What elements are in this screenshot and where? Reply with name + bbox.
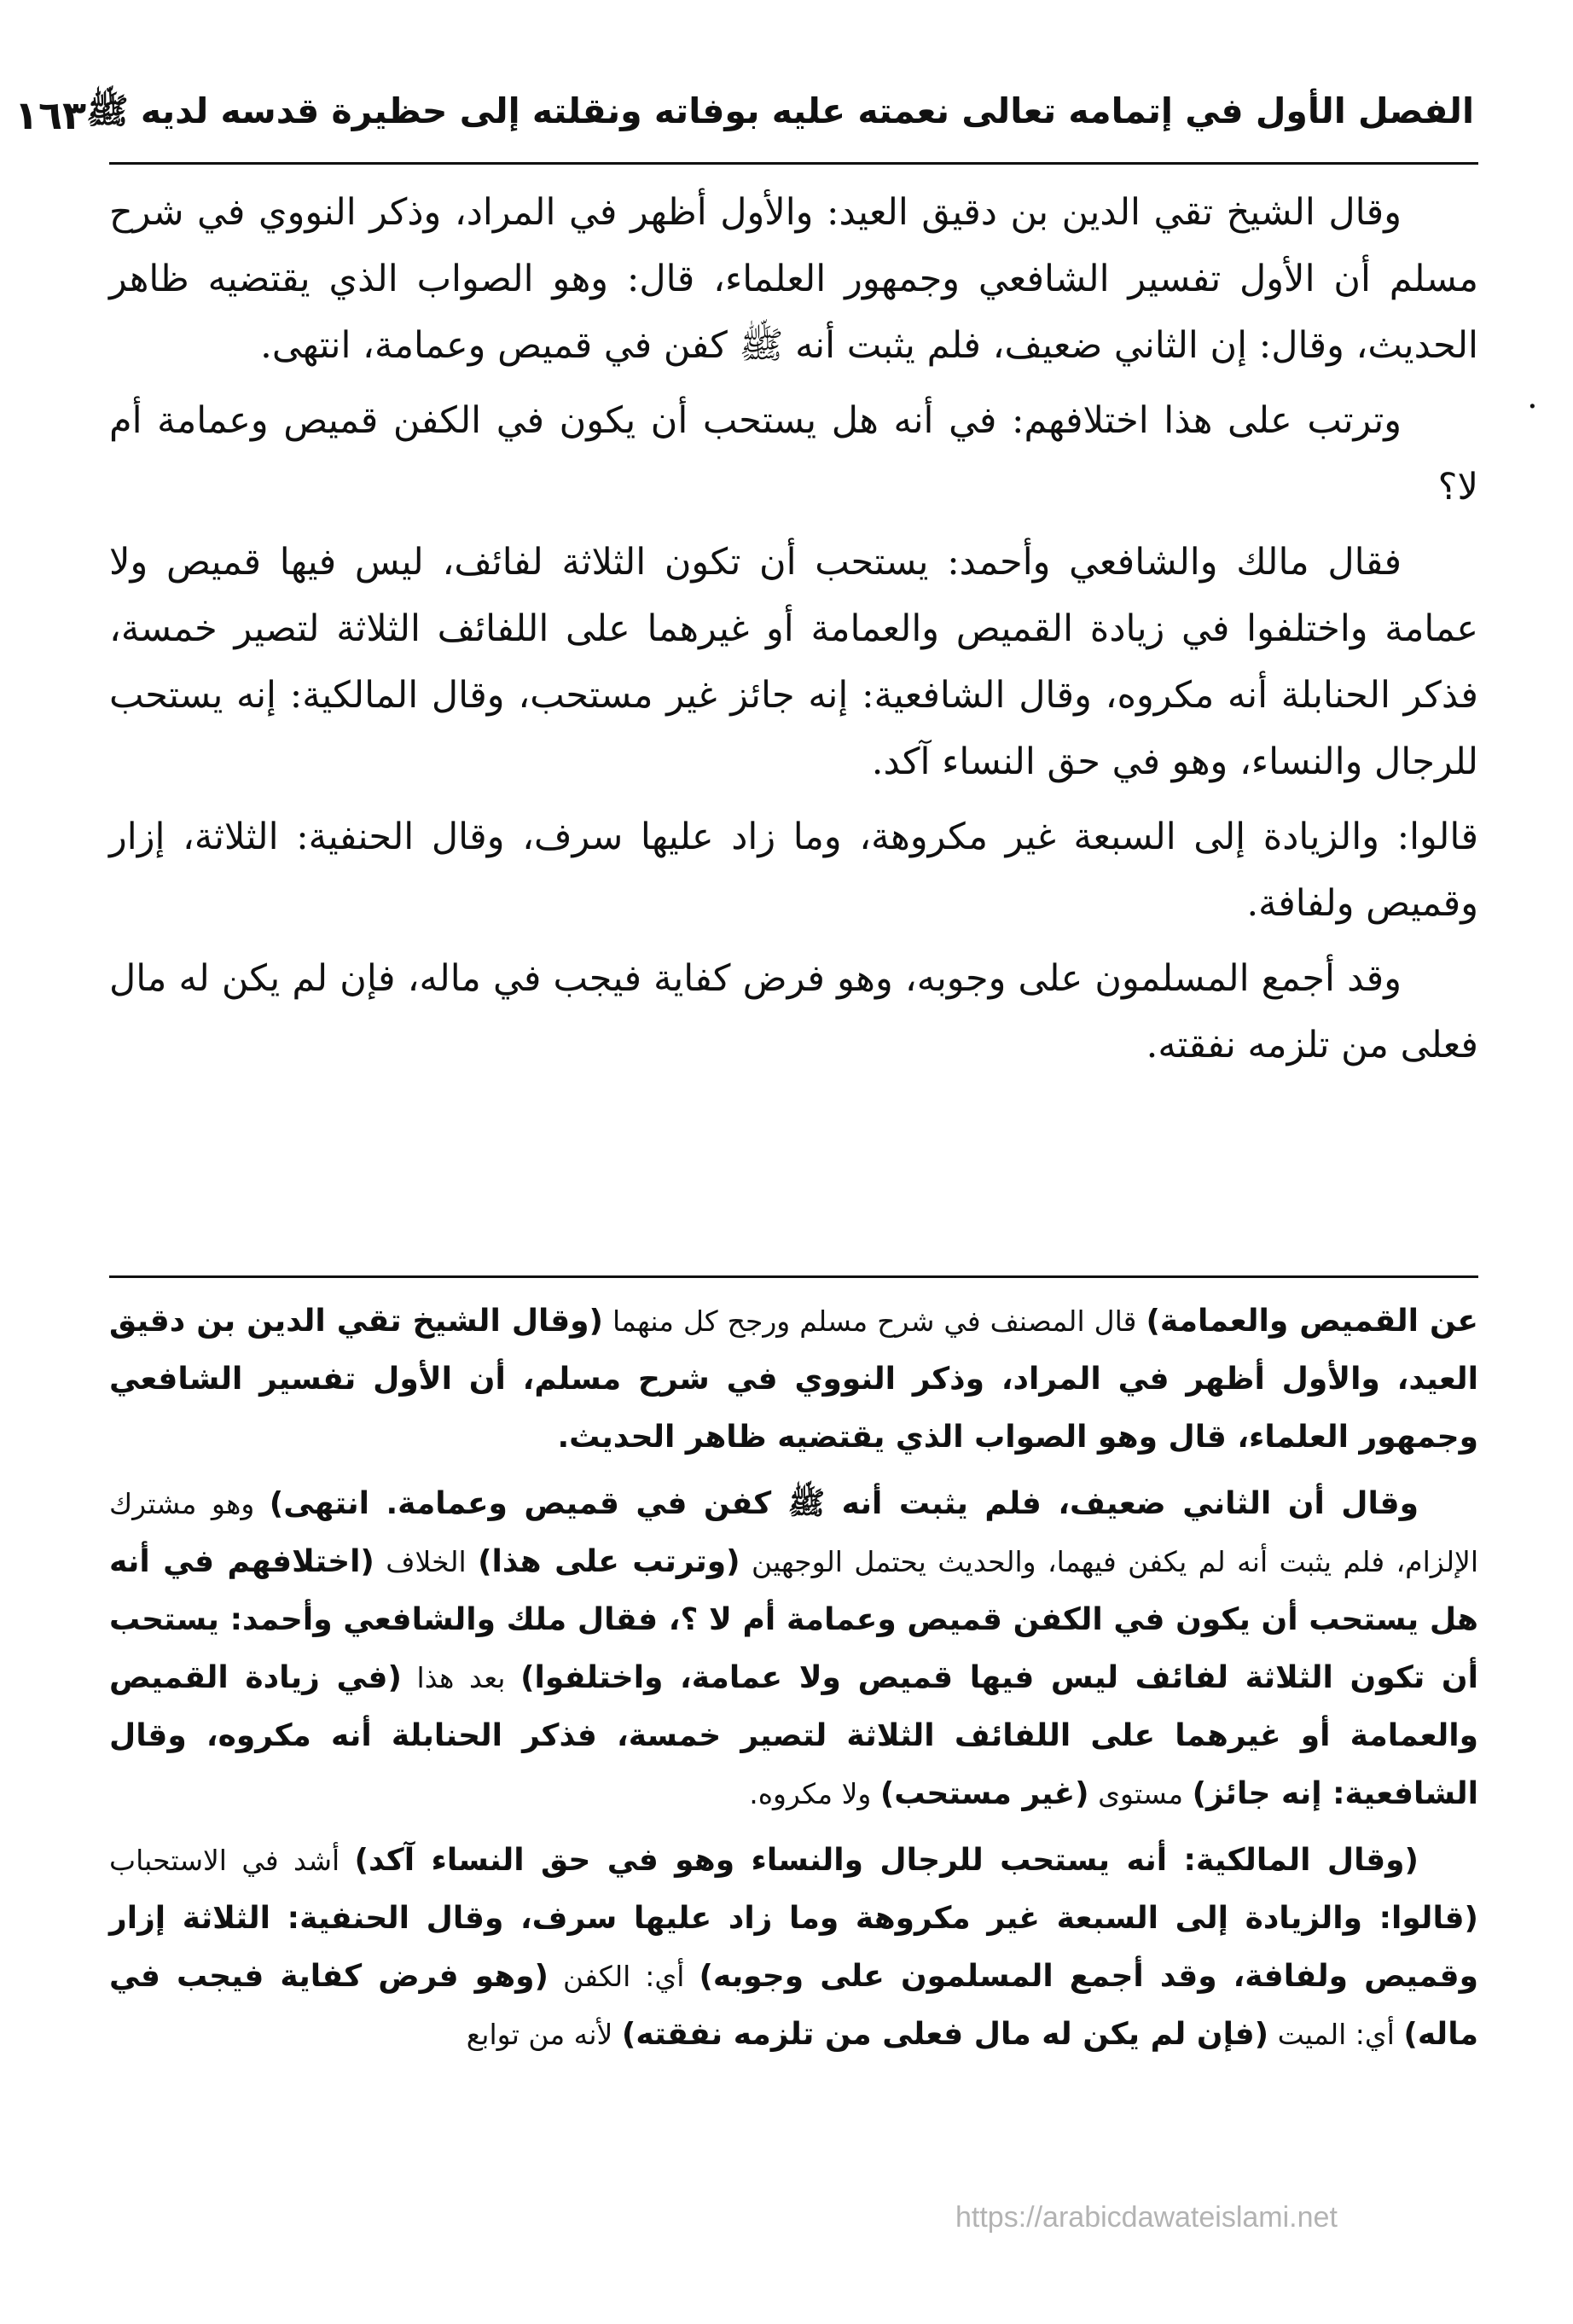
main-text [109, 179, 1478, 1087]
quoted-text: (غير مستحب) [879, 1776, 1089, 1811]
quoted-text: (قالوا: والزيادة إلى السبعة غير مكروهة وما زاد عليها سرف، وقال الحنفية: الثلاثة إزار وقميص ولفافة، وقد أجمع المسلمون على وجوبه) [109, 1901, 1478, 1994]
page-number: ١٦٣ [14, 92, 87, 138]
commentary-note: مستوى [1088, 1777, 1193, 1810]
main-paragraph: وقد أجمع المسلمون على وجوبه، وهو فرض كفاية فيجب في ماله، فإن لم يكن له مال فعلى من تلزمه نفقته. [109, 957, 1478, 1066]
watermark-url: https://arabicdawateislami.net [955, 2201, 1338, 2234]
main-paragraph: وترتب على هذا اختلافهم: في أنه هل يستحب أن يكون في الكفن قميص وعمامة أم لا؟ [109, 399, 1478, 508]
quoted-text: (وهو فرض كفاية فيجب في ماله) [109, 1959, 1478, 2052]
commentary-paragraph [109, 1832, 1478, 2064]
quoted-text: (في زيادة القميص والعمامة أو غيرهما على اللفائف الثلاثة لتصير خمسة، فذكر الحنابلة أنه مكروه، وقال الشافعية: إنه جائز) [109, 1660, 1478, 1811]
quoted-text: (فإن لم يكن له مال فعلى من تلزمه نفقته) [621, 2017, 1269, 2052]
main-paragraph: فقال مالك والشافعي وأحمد: يستحب أن تكون الثلاثة لفائف، ليس فيها قميص ولا عمامة واختلفوا في زيادة القميص والعمامة أو غيرهما على اللفائف الثلاثة لتصير خمسة، فذكر الحنابلة أنه مكروه، وقال الشافعية: إنه جائز غير مستحب، وقال المالكية: إنه يستحب للرجال والنساء، وهو في حق النساء آكد. [109, 541, 1478, 783]
margin-mark: . [1527, 377, 1538, 416]
commentary-paragraph [109, 1475, 1478, 1823]
quoted-text: (وقال المالكية: أنه يستحب للرجال والنساء وهو في حق النساء آكد) [354, 1843, 1419, 1878]
quoted-text: (وقال الشيخ تقي الدين بن دقيق العيد، والأول أظهر في المراد، وذكر النووي في شرح مسلم، أن الأول تفسير الشافعي وجمهور العلماء، قال وهو الصواب الذي يقتضيه ظاهر الحديث. [109, 1304, 1478, 1455]
commentary-note: الخلاف [374, 1545, 479, 1578]
commentary-note: بعد هذا [401, 1661, 521, 1694]
commentary-note: ولا مكروه. [749, 1777, 880, 1810]
running-title: الفصل الأول في إتمامه تعالى نعمته عليه بوفاته ونقلته إلى حظيرة قدسه لديه ﷺ [86, 90, 1474, 131]
commentary-note: وهو مشترك الإلزام، فلم يثبت أنه لم يكفن فيهما، والحديث يحتمل الوجهين [109, 1487, 1478, 1578]
commentary-note: أي: الكفن [549, 1960, 699, 1993]
quoted-text: (اختلافهم في أنه هل يستحب أن يكون في الكفن قميص وعمامة أم لا ؟، فقال ملك والشافعي وأحمد: يستحب أن تكون الثلاثة لفائف ليس فيها قميص ولا عمامة، واختلفوا) [109, 1544, 1478, 1695]
main-paragraph: وقال الشيخ تقي الدين بن دقيق العيد: والأول أظهر في المراد، وذكر النووي في شرح مسلم أن الأول تفسير الشافعي وجمهور العلماء، قال: وهو الصواب الذي يقتضيه ظاهر الحديث، وقال: إن الثاني ضعيف، فلم يثبت أنه ﷺ كفن في قميص وعمامة، انتهى. [109, 191, 1478, 367]
quoted-text: عن القميص والعمامة) [1146, 1304, 1479, 1339]
commentary-paragraph [109, 1293, 1478, 1467]
commentary-divider [109, 1275, 1478, 1278]
commentary-note: أي: الميت [1268, 2018, 1404, 2051]
header-divider [109, 162, 1478, 165]
commentary-note: أشد في الاستحباب [109, 1844, 355, 1877]
page-header [14, 81, 1474, 149]
commentary-note: قال المصنف في شرح مسلم ورجح كل منهما [602, 1304, 1146, 1338]
commentary-text [109, 1293, 1478, 2072]
commentary-note: لأنه من توابع [466, 2018, 622, 2051]
main-paragraph: قالوا: والزيادة إلى السبعة غير مكروهة، وما زاد عليها سرف، وقال الحنفية: الثلاثة، إزار وقميص ولفافة. [109, 816, 1478, 925]
quoted-text: (وترتب على هذا) [478, 1544, 740, 1579]
quoted-text: وقال أن الثاني ضعيف، فلم يثبت أنه ﷺ كفن في قميص وعمامة. انتهى) [269, 1486, 1419, 1521]
